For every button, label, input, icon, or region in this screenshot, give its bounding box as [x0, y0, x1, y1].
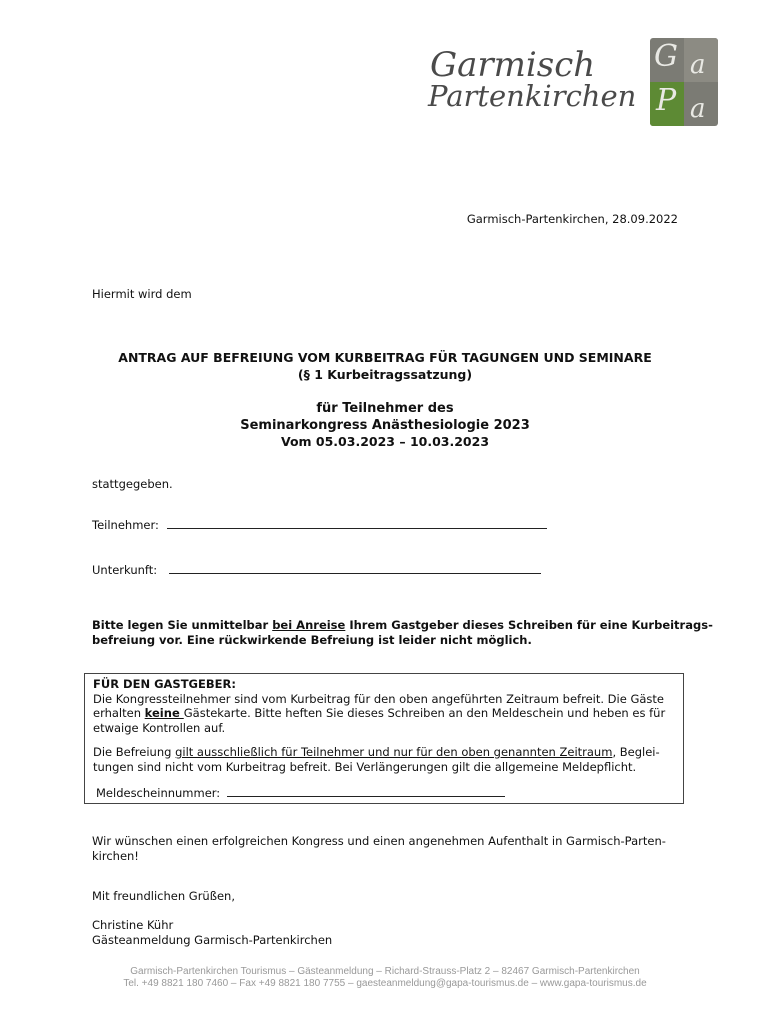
registration-field	[93, 786, 675, 801]
host-box-p1-line3: etwaige Kontrollen auf.	[93, 720, 226, 735]
closing-greeting: Mit freundlichen Grüßen,	[92, 889, 235, 903]
host-box-p2-line1	[93, 745, 675, 760]
participant-label: Teilnehmer:	[92, 518, 159, 532]
footer-address: Garmisch-Partenkirchen Tourismus – Gästeanmeldung – Richard-Strauss-Platz 2 – 82467 Garmisch-Partenkirchen	[130, 966, 640, 977]
logo-tile-letter-a1: a	[690, 50, 706, 80]
registration-label: Meldescheinnummer:	[96, 786, 221, 800]
document-title: ANTRAG AUF BEFREIUNG VOM KURBEITRAG FÜR TAGUNGEN UND SEMINARE	[118, 350, 652, 365]
closing-wish-line2: kirchen!	[92, 849, 139, 863]
logo-tile-letter-a2: a	[690, 94, 706, 124]
notice-part1: Bitte legen Sie unmittelbar	[92, 618, 273, 632]
logo-tile-letter-p: P	[656, 83, 677, 118]
host-box-p1-line1: Die Kongressteilnehmer sind vom Kurbeitrag für den oben angeführten Zeitraum befreit. Die Gäste	[93, 691, 664, 706]
host-box-p1-line2	[93, 706, 675, 721]
participant-field	[92, 518, 547, 532]
notice-part2: Ihrem Gastgeber dieses Schreiben für eine Kurbeitrags-	[345, 618, 713, 632]
participant-line[interactable]	[167, 518, 547, 529]
granted-text: stattgegeben.	[92, 477, 173, 491]
footer-contact: Tel. +49 8821 180 7460 – Fax +49 8821 180 7755 – gaesteanmeldung@gapa-tourismus.de – www.gapa-tourismus.de	[123, 978, 647, 989]
accommodation-line[interactable]	[169, 563, 541, 574]
closing-wish	[92, 834, 666, 864]
intro-text: Hiermit wird dem	[92, 287, 192, 301]
signer-name: Christine Kühr	[92, 918, 174, 932]
host-box-heading: FÜR DEN GASTGEBER:	[93, 677, 236, 691]
host-box-p1-post: Gästekarte. Bitte heften Sie dieses Schreiben an den Meldeschein und heben es für	[183, 706, 666, 720]
host-box-p2-line2: tungen sind nicht vom Kurbeitrag befreit. Bei Verlängerungen gilt die allgemeine Meldepflicht.	[93, 759, 637, 774]
registration-line[interactable]	[227, 786, 505, 797]
document-title-paragraph: (§ 1 Kurbeitragssatzung)	[297, 367, 473, 382]
arrival-notice	[92, 618, 713, 648]
arrival-notice-line2: befreiung vor. Eine rückwirkende Befreiung ist leider nicht möglich.	[92, 633, 532, 647]
event-period: Vom 05.03.2023 – 10.03.2023	[280, 434, 490, 449]
host-box-p1-pre: erhalten	[93, 706, 145, 720]
signer-department: Gästeanmeldung Garmisch-Partenkirchen	[92, 933, 333, 947]
host-info-box	[84, 673, 684, 804]
host-box-p2-emphasis: gilt ausschließlich für Teilnehmer und nur für den oben genannten Zeitraum	[175, 745, 613, 759]
accommodation-label: Unterkunft:	[92, 563, 158, 577]
logo-wordmark-line2: Partenkirchen	[428, 79, 637, 113]
date-line: Garmisch-Partenkirchen, 28.09.2022	[466, 212, 678, 226]
notice-emphasis: bei Anreise	[272, 618, 346, 632]
closing-wish-line1: Wir wünschen einen erfolgreichen Kongress und einen angenehmen Aufenthalt in Garmisch-Parten-	[92, 834, 666, 848]
logo-tile-letter-g: G	[654, 39, 678, 74]
host-box-keine: keine	[144, 706, 184, 720]
logo-wordmark-line1: Garmisch	[430, 45, 596, 85]
event-name: Seminarkongress Anästhesiologie 2023	[240, 418, 530, 433]
host-box-p2-post: , Beglei-	[612, 745, 660, 759]
logo-tile	[650, 38, 718, 126]
arrival-notice-line1	[92, 618, 713, 633]
accommodation-field	[92, 563, 541, 577]
host-box-p2-pre: Die Befreiung	[93, 745, 176, 759]
event-for: für Teilnehmer des	[316, 401, 454, 416]
signature-block	[92, 918, 332, 948]
